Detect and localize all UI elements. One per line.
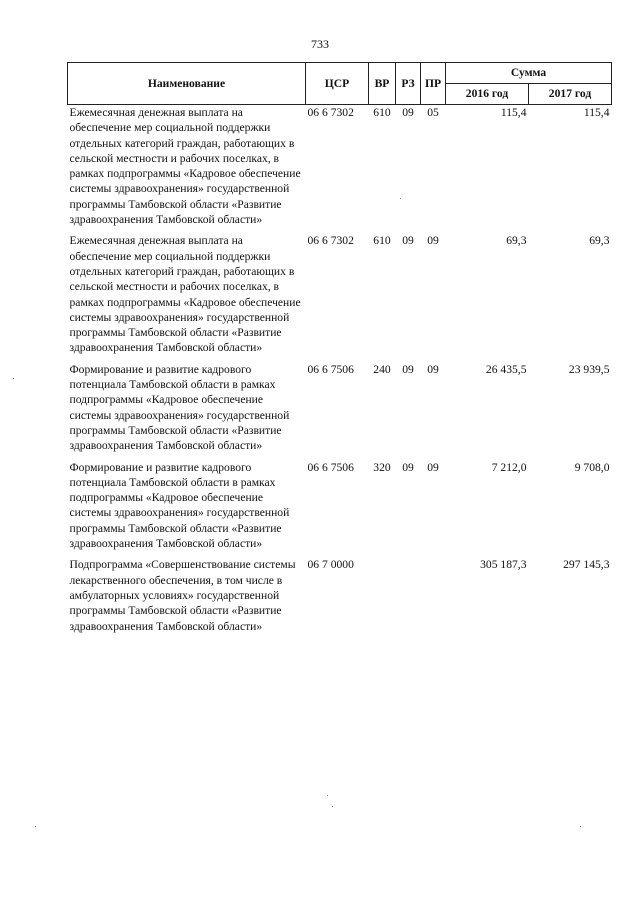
row-vr xyxy=(369,557,396,633)
row-name: Формирование и развитие кадрового потенциала Тамбовской области в рамках подпрограммы «Кадровое обеспечение системы здравоохранения» государственной программы Тамбовской области «Развитие здравоохранения Тамбовской области» xyxy=(69,460,290,551)
scan-speck xyxy=(332,806,333,807)
table-body xyxy=(68,105,612,634)
row-rz: 09 xyxy=(402,106,414,119)
scan-speck xyxy=(580,826,581,827)
header-year-2016: 2016 год xyxy=(446,84,529,105)
row-sum-2016: 7 212,0 xyxy=(491,460,527,474)
row-pr: 09 xyxy=(427,234,439,248)
row-sum-2016: 26 435,5 xyxy=(485,362,527,376)
row-csr: 06 6 7506 xyxy=(307,460,354,474)
row-csr: 06 6 7506 xyxy=(307,362,354,376)
row-name: Формирование и развитие кадрового потенциала Тамбовской области в рамках подпрограммы «Кадровое обеспечение системы здравоохранения» государственной программы Тамбовской области «Развитие здравоохранения Тамбовской области» xyxy=(69,362,290,453)
table-row xyxy=(68,105,612,228)
page-number: 733 xyxy=(311,37,329,51)
header-pr: ПР xyxy=(421,63,446,105)
row-name: Ежемесячная денежная выплата на обеспечение мер социальной поддержки отдельных категорий граждан, работающих в сельской местности и рабочих поселках, в рамках подпрограммы «Кадровое обеспечение системы здравоохранения» государственной программы Тамбовской области «Развитие здравоохранения Тамбовской области» xyxy=(69,106,301,227)
row-sum-2016: 305 187,3 xyxy=(480,558,527,572)
row-sum-2016: 69,3 xyxy=(506,234,527,248)
row-pr: 09 xyxy=(427,460,439,474)
table-header xyxy=(68,63,612,105)
header-csr: ЦСР xyxy=(306,63,369,105)
header-rz: РЗ xyxy=(396,63,421,105)
row-sum-2017: 23 939,5 xyxy=(568,362,610,376)
scan-speck xyxy=(35,826,36,827)
scan-speck xyxy=(13,378,14,379)
scan-speck xyxy=(400,198,401,199)
row-name: Подпрограмма «Совершенствование системы лекарственного обеспечения, в том числе в амбулаторных условиях» государственной программы Тамбовской области «Развитие здравоохранения Тамбовской области» xyxy=(69,558,296,633)
table-row xyxy=(68,362,612,454)
row-sum-2017: 9 708,0 xyxy=(574,460,610,474)
row-vr: 240 xyxy=(373,362,391,376)
row-vr: 320 xyxy=(373,460,391,474)
header-sum: Сумма xyxy=(446,63,612,84)
budget-table xyxy=(67,62,612,634)
row-pr: 05 xyxy=(427,106,439,119)
header-year-2017: 2017 год xyxy=(529,84,612,105)
row-rz: 09 xyxy=(402,362,414,376)
row-vr: 610 xyxy=(373,234,391,248)
header-vr: ВР xyxy=(369,63,396,105)
row-name: Ежемесячная денежная выплата на обеспечение мер социальной поддержки отдельных категорий граждан, работающих в сельской местности и рабочих поселках, в рамках подпрограммы «Кадровое обеспечение системы здравоохранения» государственной программы Тамбовской области «Развитие здравоохранения Тамбовской области» xyxy=(69,234,301,355)
row-sum-2017: 297 145,3 xyxy=(563,558,610,572)
row-rz: 09 xyxy=(402,460,414,474)
row-sum-2017: 69,3 xyxy=(589,234,610,248)
row-csr: 06 6 7302 xyxy=(307,234,354,248)
row-csr: 06 6 7302 xyxy=(307,106,354,119)
row-sum-2017: 115,4 xyxy=(583,106,610,119)
row-pr xyxy=(421,557,446,633)
header-name: Наименование xyxy=(68,63,306,105)
row-rz xyxy=(396,557,421,633)
row-vr: 610 xyxy=(373,106,391,119)
row-csr: 06 7 0000 xyxy=(307,558,354,572)
table-row xyxy=(68,233,612,355)
row-pr: 09 xyxy=(427,362,439,376)
table-row xyxy=(68,557,612,633)
row-sum-2016: 115,4 xyxy=(500,106,527,119)
scan-speck xyxy=(327,795,328,796)
row-rz: 09 xyxy=(402,234,414,248)
table-row xyxy=(68,460,612,552)
